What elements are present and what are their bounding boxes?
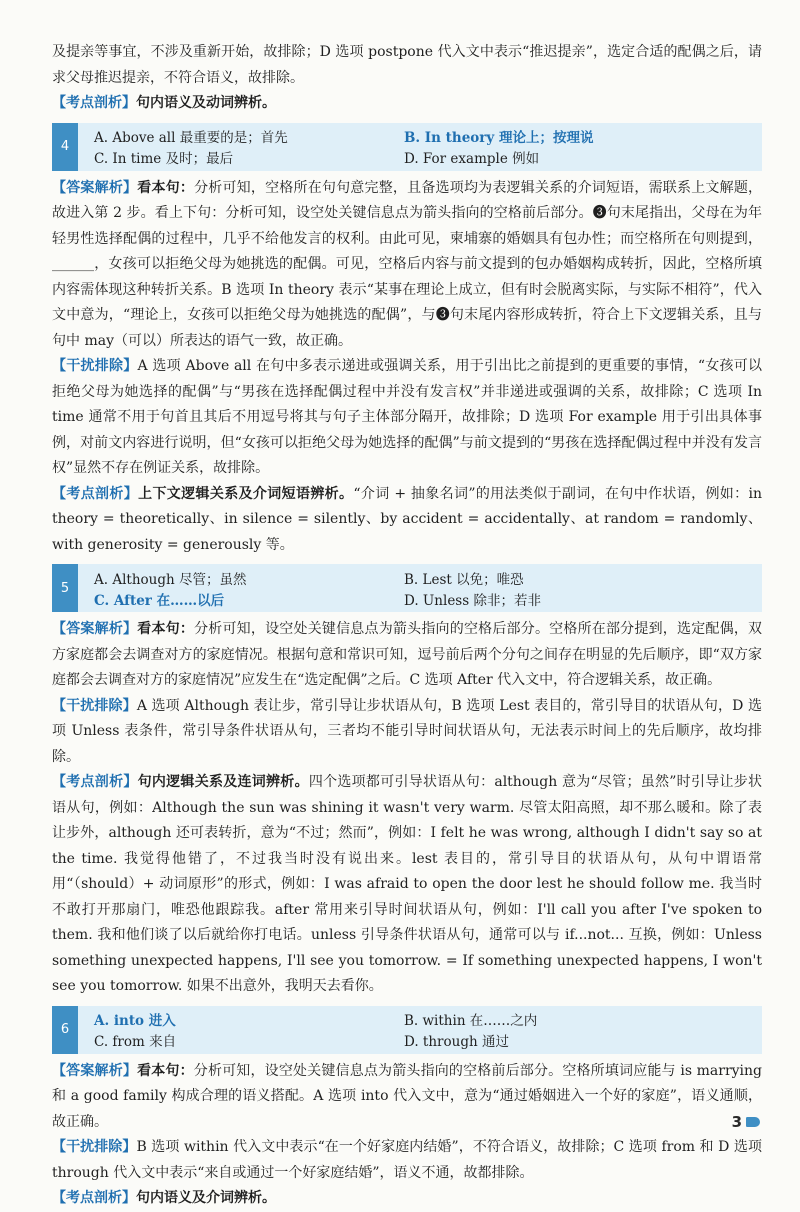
book-corner-icon <box>746 1117 760 1127</box>
answer-analysis-5: 【答案解析】看本句：分析可知，设空处关键信息点为箭头指向的空格后部分。空格所在部分提到，选定配偶，双方家庭都会去调查对方的家庭情况。根据句意和常识可知，逗号前后两个分句之间存在明显的先后顺序，即“双方家庭都会去调查对方的家庭情况”应发生在“选定配偶”之后。C 选项 After 代入文中，符合逻辑关系，故正确。 <box>52 621 763 688</box>
answer-analysis-4: 【答案解析】看本句：分析可知，空格所在句句意完整，且备选项均为表逻辑关系的介词短语，需联系上文解题，故进入第 2 步。看上下句：分析可知，设空处关键信息点为箭头指向的空格前后部分。❸句末尾指出，父母在为年轻男性选择配偶的过程中，几乎不给他发言的权利。由此可见，柬埔寨的婚姻具有包办性；而空格所在句则提到，______，女孩可以拒绝父母为她挑选的配偶。可见，空格后内容与前文提到的包办婚姻构成转折，因此，空格所填内容需体现这种转折关系。B 选项 In theory 表示“某事在理论上成立，但有时会脱离实际，与实际不相符”，代入文中意为，“理论上，女孩可以拒绝父母为她挑选的配偶”，与❸句末尾内容形成转折，符合上下文逻辑关系，且与句中 may（可以）所表达的语气一致，故正确。 <box>52 179 763 349</box>
question-6-options <box>52 1006 762 1054</box>
option-a-correct: A. into 进入 <box>94 1013 176 1029</box>
question-4-options <box>52 123 762 171</box>
question-number: 4 <box>52 123 78 171</box>
kaodian-4: 【考点剖析】上下文逻辑关系及介词短语辨析。“介词 + 抽象名词”的用法类似于副词，在句中作状语，例如：in theory = theoretically、in silence = silently、by accident = accidentally、at random = randomly、with generosity = generously 等。 <box>52 485 762 553</box>
option-c-correct: C. After 在……以后 <box>94 592 225 609</box>
distractor-analysis-6: 【干扰排除】B 选项 within 代入文中表示“在一个好家庭内结婚”，不符合语义，故排除；C 选项 from 和 D 选项 through 代入文中表示“来自或通过一个好家庭结婚”，语义不通，故都排除。 <box>52 1139 762 1181</box>
kaodian-6: 【考点剖析】句内语义及介词辨析。 <box>52 1190 276 1206</box>
distractor-analysis-5: 【干扰排除】A 选项 Although 表让步，常引导让步状语从句，B 选项 Lest 表目的，常引导目的状语从句，D 选项 Unless 表条件，常引导条件状语从句，三者均不能引导时间状语从句，无法表示时间上的先后顺序，故均排除。 <box>52 697 762 765</box>
answer-analysis-6: 【答案解析】看本句：分析可知，设空处关键信息点为箭头指向的空格前后部分。空格所填词应能与 is marrying 和 a good family 构成合理的语义搭配。A 选项 into 代入文中，意为“通过婚姻进入一个好的家庭”，语义通顺，故正确。 <box>52 1062 763 1130</box>
option-c: C. from 来自 <box>94 1034 177 1050</box>
option-b-correct: B. In theory 理论上；按理说 <box>404 130 594 146</box>
option-d: D. For example 例如 <box>404 151 540 167</box>
kaodian-5: 【考点剖析】句内逻辑关系及连词辨析。四个选项都可引导状语从句：although 意为“尽管；虽然”时引导让步状语从句，例如：Although the sun was shining it wasn't very warm. 尽管太阳高照，却不那么暖和。除了表让步外，although 还可表转折，意为“不过；然而”，例如：I felt he was wrong, although I didn't say so at the time. 我觉得他错了，不过我当时没有说出来。lest 表目的，常引导目的状语从句，从句中谓语常用“（should）+ 动词原形”的形式，例如：I was afraid to open the door lest he should follow me. 我当时不敢打开那扇门，唯恐他跟踪我。after 常用来引导时间状语从句，例如：I'll call you after I've spoken to them. 我和他们谈了以后就给你打电话。unless 引导条件状语从句，通常可以与 if...not... 互换，例如：Unless something unexpected happens, I'll see you tomorrow. = If something unexpected happens, I won't see you tomorrow. 如果不出意外，我明天去看你。 <box>52 774 763 994</box>
option-b: B. Lest 以免；唯恐 <box>404 571 524 588</box>
question-5-options <box>52 564 762 612</box>
option-a: A. Although 尽管；虽然 <box>94 571 247 588</box>
intro-kaodian: 【考点剖析】句内语义及动词辨析。 <box>52 95 276 111</box>
intro-paragraph: 及提亲等事宜，不涉及重新开始，故排除；D 选项 postpone 代入文中表示“推迟提亲”，选定合适的配偶之后，请求父母推迟提亲，不符合语义，故排除。 <box>52 44 762 86</box>
page-content <box>52 40 762 1212</box>
question-number: 6 <box>52 1006 78 1054</box>
page-number: 3 <box>732 1113 760 1131</box>
option-c: C. In time 及时；最后 <box>94 151 234 167</box>
option-a: A. Above all 最重要的是；首先 <box>94 130 288 146</box>
option-d: D. Unless 除非；若非 <box>404 592 541 609</box>
question-number: 5 <box>52 564 78 612</box>
option-d: D. through 通过 <box>404 1034 509 1050</box>
option-b: B. within 在……之内 <box>404 1013 538 1029</box>
distractor-analysis-4: 【干扰排除】A 选项 Above all 在句中多表示递进或强调关系，用于引出比之前提到的更重要的事情，“女孩可以拒绝父母为她选择的配偶”与“男孩在选择配偶过程中并没有发言权”并非递进或强调的关系，故排除；C 选项 In time 通常不用于句首且其后不用逗号将其与句子主体部分隔开，故排除；D 选项 For example 用于引出具体事例，对前文内容进行说明，但“女孩可以拒绝父母为她选择的配偶”与前文提到的“男孩在选择配偶过程中并没有发言权”显然不存在例证关系，故排除。 <box>52 358 762 476</box>
